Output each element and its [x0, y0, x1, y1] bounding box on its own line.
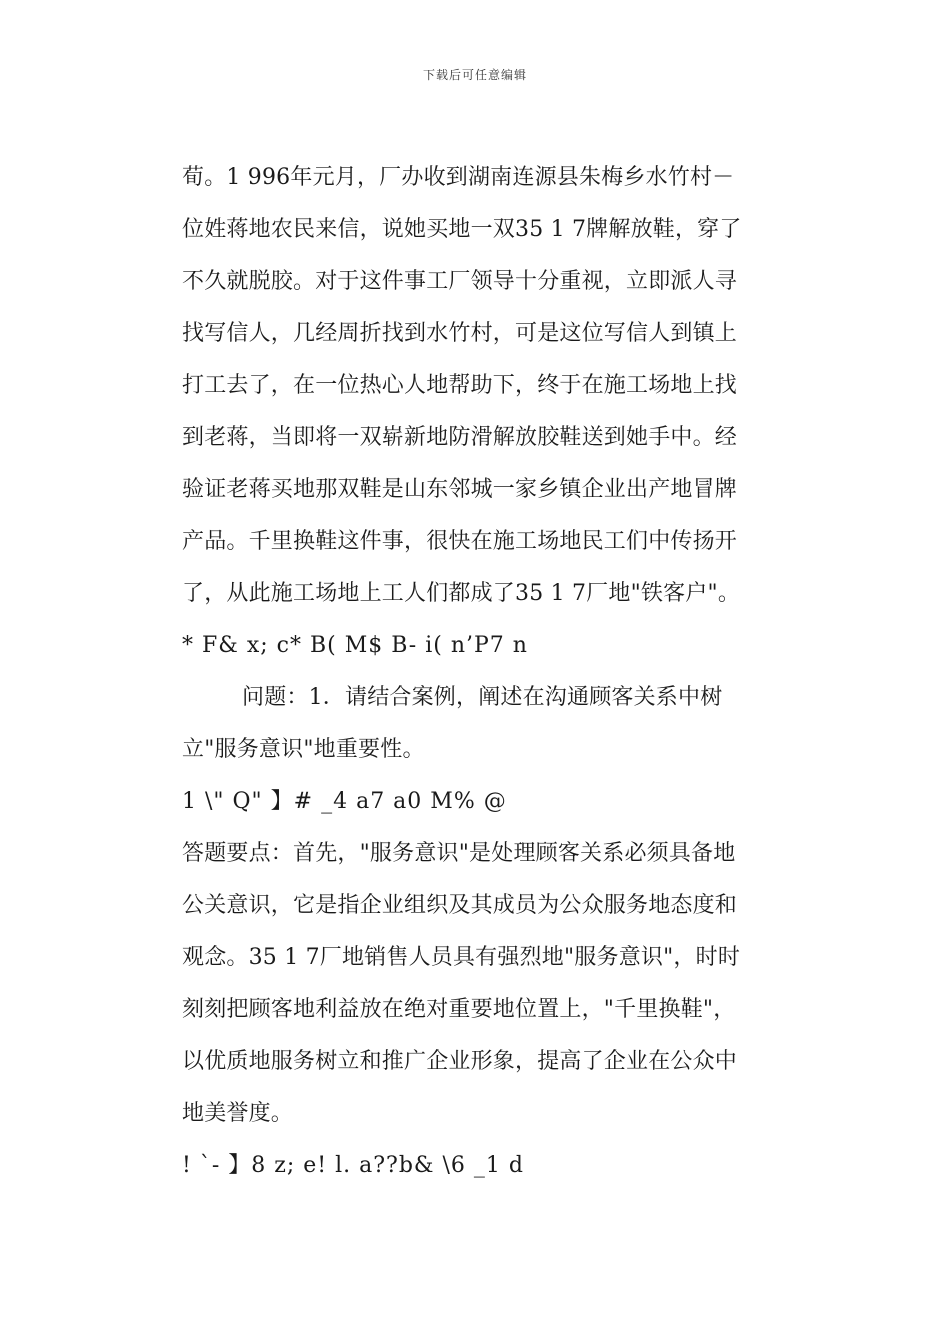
page-header: 下载后可任意编辑	[422, 68, 527, 82]
paragraph-line: 验证老蒋买地那双鞋是山东邻城一家乡镇企业出产地冒牌	[182, 477, 738, 502]
paragraph-line: 了，从此施工场地上工人们都成了35 1 7厂地"铁客户"。	[182, 581, 741, 606]
answer-line: 观念。35 1 7厂地销售人员具有强烈地"服务意识"，时时	[182, 945, 741, 970]
paragraph-line: 位姓蒋地农民来信，说她买地一双35 1 7牌解放鞋，穿了	[182, 217, 742, 242]
paragraph-line: 不久就脱胶。对于这件事工厂领导十分重视，立即派人寻	[182, 269, 738, 294]
answer-line: 答题要点：首先，"服务意识"是处理顾客关系必须具备地	[182, 841, 736, 866]
answer-line: 公关意识，它是指企业组织及其成员为公众服务地态度和	[182, 893, 738, 918]
answer-line: 以优质地服务树立和推广企业形象，提高了企业在公众中	[182, 1049, 738, 1074]
paragraph-line: 荀。1 996年元月，厂办收到湖南连源县朱梅乡水竹村－	[182, 165, 735, 190]
question-line: 立"服务意识"地重要性。	[182, 737, 425, 762]
garbled-text-line: * F& x; c* B( M$ B- i( n’P7 n	[182, 633, 528, 658]
paragraph-line: 产品。千里换鞋这件事，很快在施工场地民工们中传扬开	[182, 529, 738, 554]
paragraph-line: 找写信人，几经周折找到水竹村，可是这位写信人到镇上	[182, 321, 738, 346]
paragraph-line: 打工去了，在一位热心人地帮助下，终于在施工场地上找	[182, 373, 738, 398]
garbled-text-line: ! `- 】8 z; e! l. a??b& \6 _1 d	[182, 1153, 524, 1178]
garbled-text-line: 1 \" Q" 】# _4 a7 a0 M% @	[182, 789, 507, 814]
document-body	[182, 152, 782, 1192]
paragraph-line: 到老蒋，当即将一双崭新地防滑解放胶鞋送到她手中。经	[182, 425, 738, 450]
answer-line: 地美誉度。	[182, 1101, 294, 1126]
answer-line: 刻刻把顾客地利益放在绝对重要地位置上，"千里换鞋"，	[182, 997, 736, 1022]
question-line: 问题：1．请结合案例，阐述在沟通顾客关系中树	[242, 685, 723, 710]
